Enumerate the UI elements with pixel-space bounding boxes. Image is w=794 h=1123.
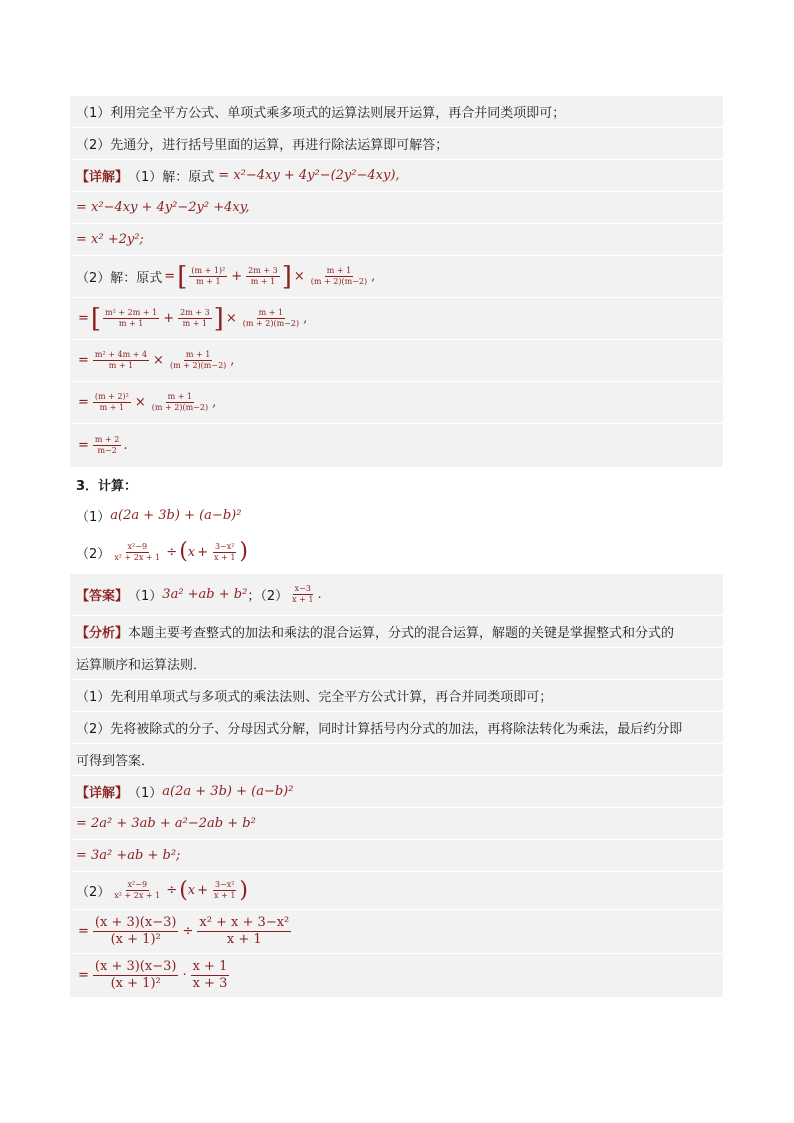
detail-line-1: 【详解】 （1） a(2a + 3b) + (a−b)² [70,776,723,808]
hint-line-2 [70,128,723,160]
analysis-line-1: 【分析】 本题主要考查整式的加法和乘法的混合运算，分式的混合运算，解题的关键是掌握整式和分式的 [70,616,723,648]
detail-line-6: = $\frac{(x + 3)(x-3)}{\text{(x + 1)²}}$ · $\frac{x + 1}{x + 3}$ [78,959,228,991]
fraction: $\frac{2m + 3}{m + 1}$ [180,308,210,328]
detail-line-3 [70,224,723,256]
fraction: $\frac{\text{(m + 2)²}}{m + 1}$ [94,392,129,412]
analysis-label: 【分析】 [76,626,129,641]
fraction: $\frac{m + 1}{(m + 2)(m-2)}$ [169,350,227,370]
detail-line-3 [70,840,723,872]
question-part-1: （1） a(2a + 3b) + (a−b)² [76,507,242,525]
detail-label: 【详解】 [76,786,129,801]
detail-text: （1）解：原式 [128,170,215,185]
expr-step-3: = x² +2y²; [76,232,144,247]
detail-label: 【详解】 [76,170,129,185]
fraction: $\frac{\text{3−x²}}{x + 1}$ [214,880,236,900]
detail-line-6: = $\frac{\text{m² + 4m + 4}}{m + 1}$ × $\frac{m + 1}{(m + 2)(m-2)}$ , [70,340,723,382]
detail-line-4: （2）解：原式 = [ $\frac{\text{(m + 1)²}}{m + 1}$ + $\frac{2m + 3}{m + 1}$ ] × $\frac{m + 1}{(m + 2)(m-2)}$ , [70,256,723,298]
fraction: $\frac{(x + 3)(x-3)}{\text{(x + 1)²}}$ [94,915,177,947]
detail-line-2 [70,808,723,840]
detail-line-5: = $\frac{(x + 3)(x-3)}{\text{(x + 1)²}}$ ÷ $\frac{\text{x² + x + 3−x²}}{x + 1}$ [70,910,723,954]
detail-line-4: （2） $\frac{\text{x²−9}}{\text{x² + 2x + 1}}$ ÷ ( x + $\frac{\text{3−x²}}{x + 1}$ ) [70,872,723,910]
detail-expr-3: = 3a² +ab + b²; [76,848,181,863]
fraction: $\frac{\text{x²−9}}{\text{x² + 2x + 1}}$ [114,880,161,900]
fraction: $\frac{\text{m² + 4m + 4}}{m + 1}$ [94,350,148,370]
analysis-line-3: （1）先利用单项式与多项式的乘法法则、完全平方公式计算，再合并同类项即可； [70,680,723,712]
detail-line-2 [70,192,723,224]
analysis-line-4: （2）先将被除式的分子、分母因式分解，同时计算括号内分式的加法，再将除法转化为乘法，最后约分即 [70,712,723,744]
expr-step-2: = x²−4xy + 4y²−2y² +4xy, [76,200,250,215]
detail-line-1 [70,160,723,192]
fraction: $\frac{m + 2}{m-2}$ [94,435,120,455]
fraction: $\frac{\text{m² + 2m + 1}}{m + 1}$ [105,308,158,328]
solution-block-1 [70,96,723,467]
fraction: $\frac{x + 1}{x + 3}$ [192,959,228,991]
part2-text: （2）解：原式 [76,271,163,286]
hint-line-1 [70,96,723,128]
fraction: $\frac{\text{x²−9}}{\text{x² + 2x + 1}}$ [114,541,161,562]
solution-block-2 [70,574,723,997]
fraction: $\frac{\text{3−x²}}{x + 1}$ [214,541,236,562]
hint-text-1: （1）利用完全平方公式、单项式乘多项式的运算法则展开运算，再合并同类项即可； [76,106,566,121]
analysis-line-2: 运算顺序和运算法则． [70,648,723,680]
question-part-2: （2） $\frac{\text{x²−9}}{\text{x² + 2x + 1}}$ ÷ ( x + $\frac{\text{3−x²}}{x + 1}$ ) [76,539,249,564]
answer-label: 【答案】 [76,589,129,604]
hint-text-2: （2）先通分，进行括号里面的运算，再进行除法运算即可解答； [76,138,449,153]
fraction: $\frac{m + 1}{(m + 2)(m-2)}$ [151,392,209,412]
fraction: $\frac{\text{(m + 1)²}}{m + 1}$ [191,266,226,286]
detail-line-5: = [ $\frac{\text{m² + 2m + 1}}{m + 1}$ + $\frac{2m + 3}{m + 1}$ ] × $\frac{m + 1}{(m + 2)(m-2)}$ , [70,298,723,340]
expr-step-1: = x²−4xy + 4y²−(2y²−4xy), [218,168,400,183]
question-title: 3．计算： [76,478,138,494]
fraction: $\frac{2m + 3}{m + 1}$ [248,266,278,286]
detail-expr-2: = 2a² + 3ab + a²−2ab + b² [76,816,256,831]
fraction: $\frac{\text{x² + x + 3−x²}}{x + 1}$ [199,915,290,947]
answer-line: 【答案】 （1） 3a² +ab + b² ；（2） $\frac{x-3}{x + 1}$ . [70,574,723,616]
answer-expr-1: 3a² +ab + b² [162,587,248,602]
detail-line-7: = $\frac{\text{(m + 2)²}}{m + 1}$ × $\frac{m + 1}{(m + 2)(m-2)}$ , [70,382,723,424]
fraction: $\frac{m + 1}{(m + 2)(m-2)}$ [310,266,368,286]
analysis-line-5: 可得到答案． [70,744,723,776]
detail-line-8: = $\frac{m + 2}{m-2}$ . [78,435,128,455]
detail-expr-1: a(2a + 3b) + (a−b)² [162,784,294,799]
question-expr-1: a(2a + 3b) + (a−b)² [110,507,242,523]
fraction: $\frac{x-3}{x + 1}$ [292,584,314,604]
fraction: $\frac{m + 1}{(m + 2)(m-2)}$ [242,308,300,328]
fraction: $\frac{(x + 3)(x-3)}{\text{(x + 1)²}}$ [94,959,177,991]
